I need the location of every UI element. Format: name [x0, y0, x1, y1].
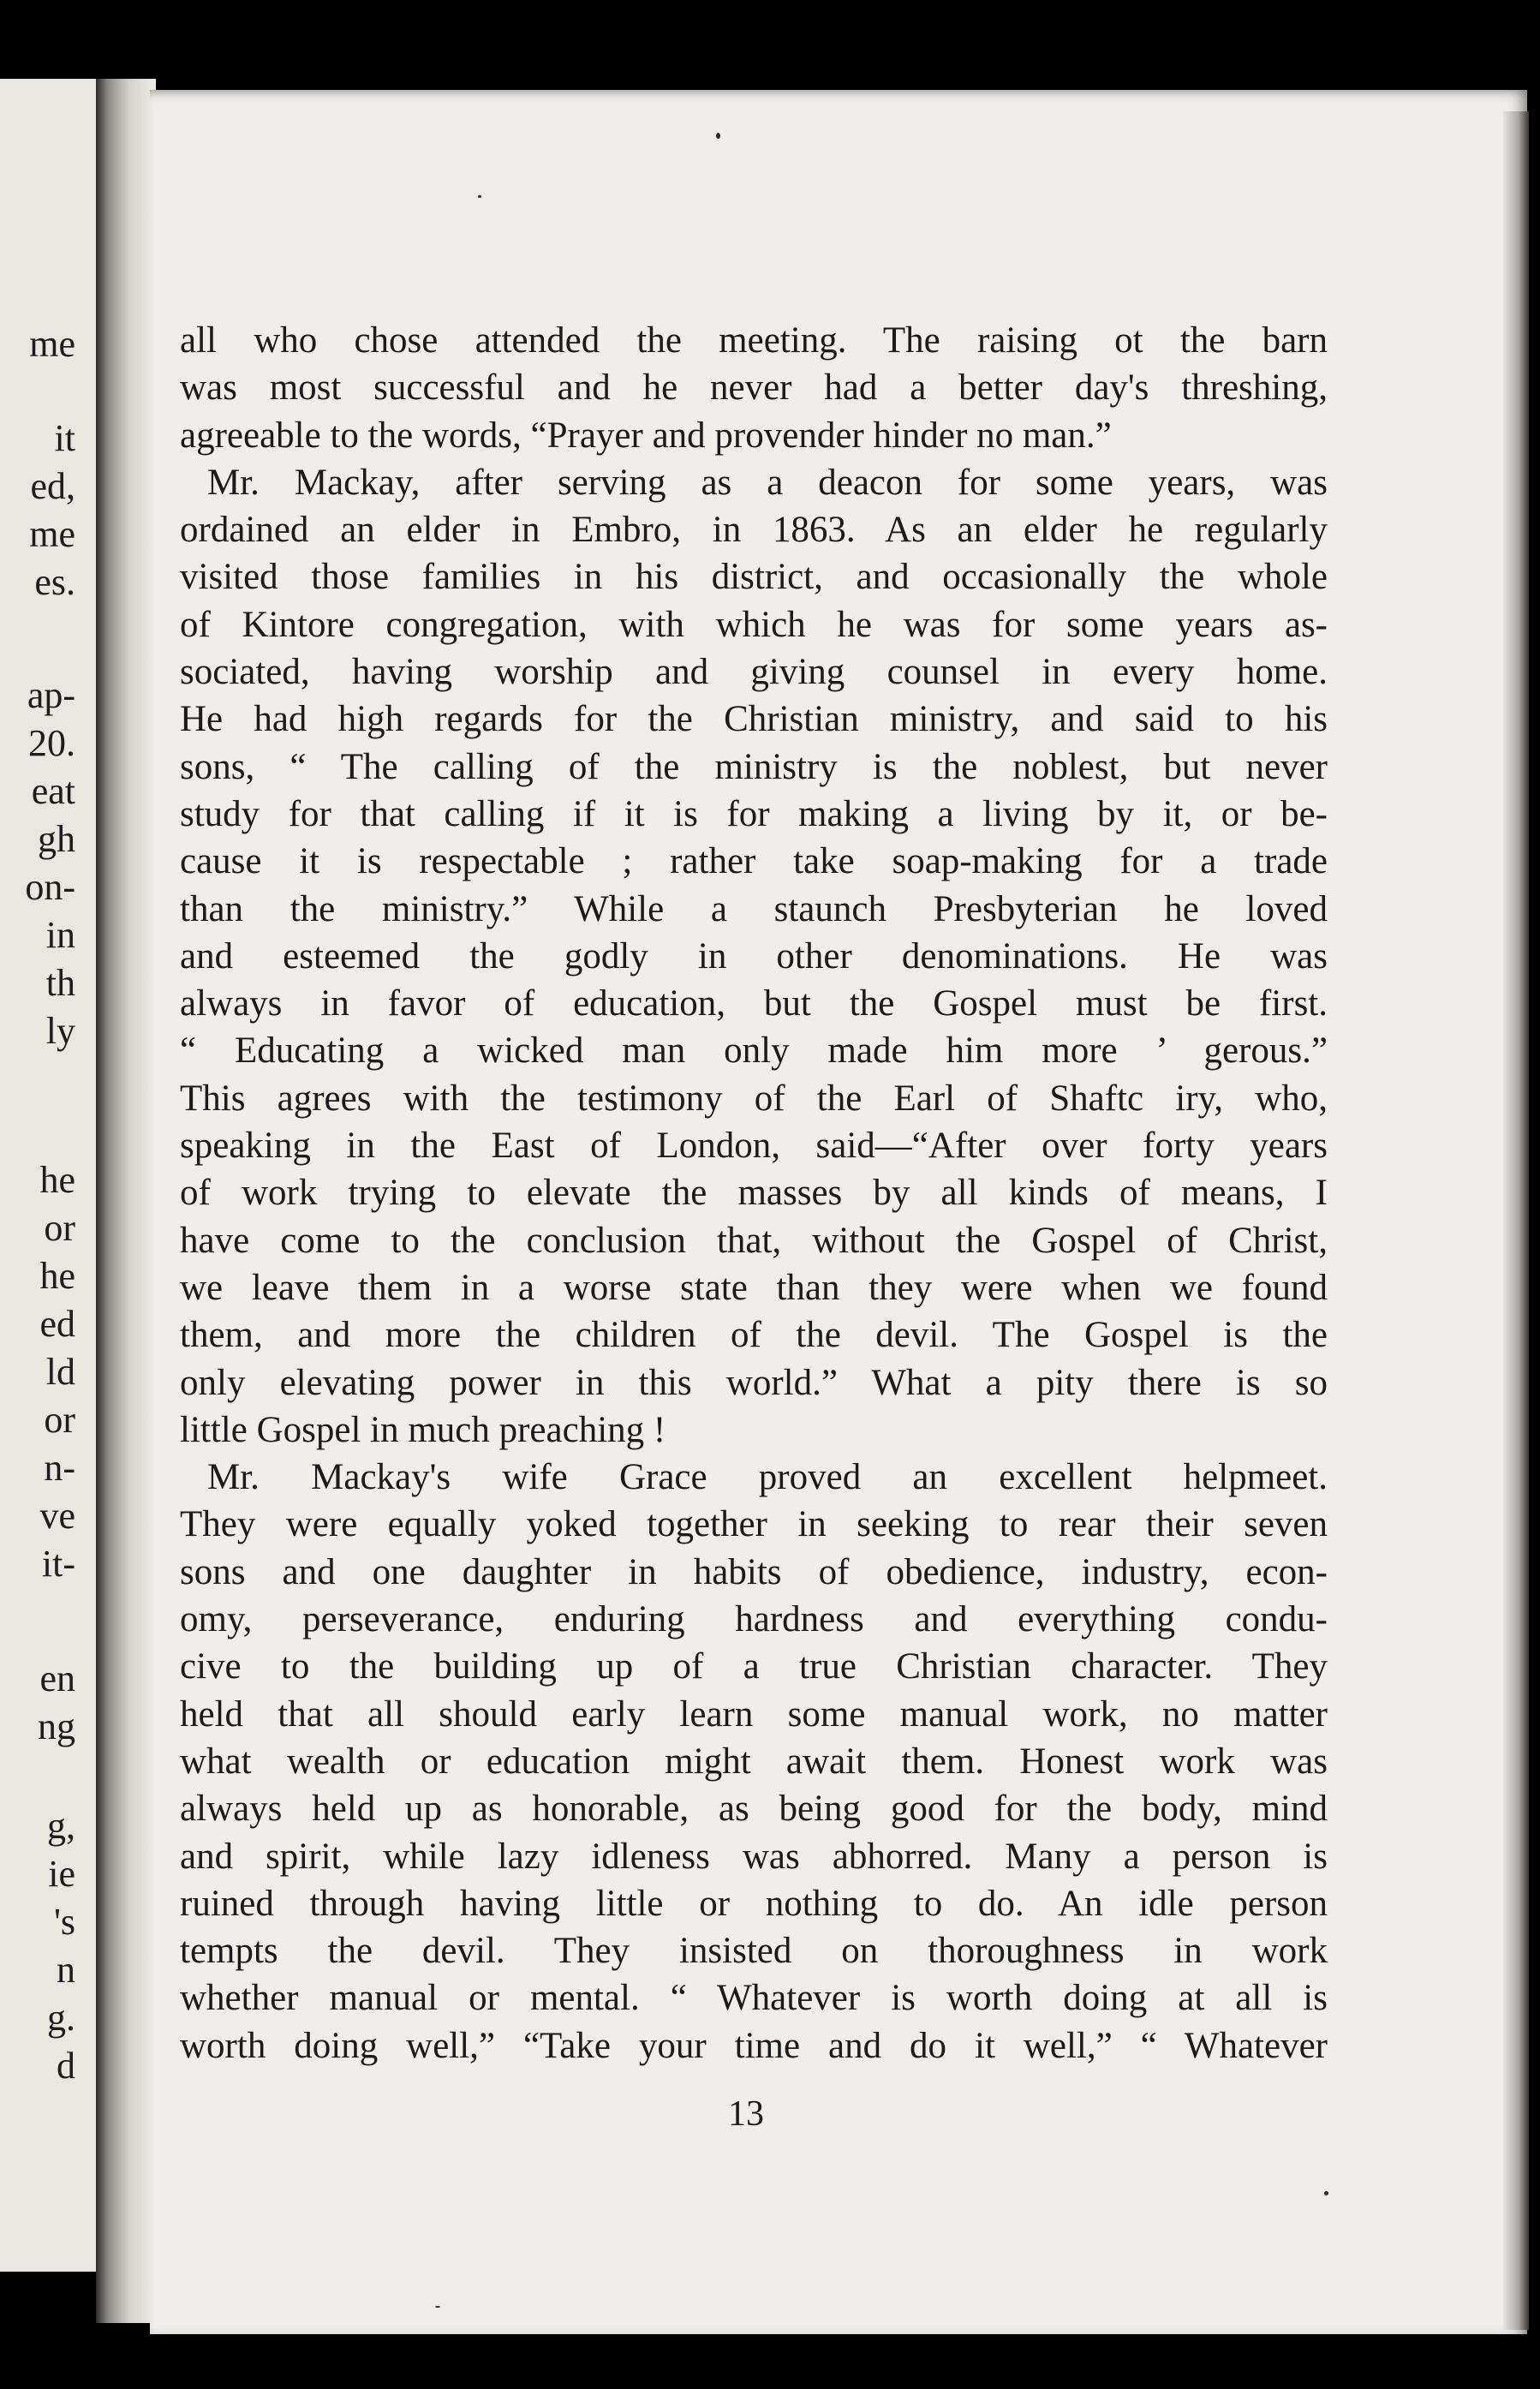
text-line: Mr. Mackay, after serving as a deacon for some years, was — [207, 462, 1328, 503]
text-line: held that all should early learn some manual work, no matter — [180, 1693, 1328, 1735]
left-page-fragment: ie — [48, 1853, 75, 1895]
text-line: tempts the devil. They insisted on thoroughness in work — [180, 1931, 1328, 1972]
text-line: “ Educating a wicked man only made him more ’ gerous.” — [180, 1030, 1328, 1072]
text-line: ruined through having little or nothing to do. An idle person — [180, 1883, 1328, 1924]
ink-speck — [478, 195, 481, 198]
left-page-fragment: it — [54, 417, 75, 459]
book-gutter — [96, 79, 156, 2323]
left-page-fragment: n- — [44, 1447, 75, 1489]
text-line: all who chose attended the meeting. The raising ot the barn — [180, 320, 1328, 361]
left-page-fragment: on- — [25, 866, 75, 908]
left-page-fragment: en — [39, 1657, 75, 1699]
text-line: we leave them in a worse state than they were when we found — [180, 1267, 1328, 1308]
page-number: 13 — [728, 2094, 764, 2134]
left-page-fragment: 20. — [28, 722, 75, 764]
ink-speck — [716, 133, 720, 139]
left-page-fragment: or — [44, 1399, 75, 1441]
text-line: omy, perseverance, enduring hardness and everything condu- — [180, 1599, 1328, 1640]
text-line: Mr. Mackay's wife Grace proved an excellent helpmeet. — [207, 1457, 1328, 1498]
left-page-fragment: eat — [31, 770, 75, 812]
left-page-fragment: d — [57, 2045, 75, 2087]
text-line: was most successful and he never had a better day's threshing, — [180, 367, 1328, 409]
left-page-fragment: ld — [45, 1351, 75, 1393]
left-page-fragment: 's — [53, 1901, 75, 1943]
left-page-fragment: gh — [38, 818, 75, 860]
text-line: study for that calling if it is for making a living by it, or be- — [180, 793, 1328, 834]
body-text — [180, 317, 1328, 2069]
left-page-fragment: in — [45, 914, 75, 956]
text-line: them, and more the children of the devil. The Gospel is the — [180, 1315, 1328, 1356]
text-line: sociated, having worship and giving counsel in every home. — [180, 652, 1328, 693]
text-line: whether manual or mental. “ Whatever is worth doing at all is — [180, 1978, 1328, 2019]
left-page-fragment: he — [39, 1255, 75, 1297]
text-line: little Gospel in much preaching ! — [180, 1409, 666, 1450]
text-line: speaking in the East of London, said—“After over forty years — [180, 1126, 1328, 1167]
text-line: and spirit, while lazy idleness was abhorred. Many a person is — [180, 1836, 1328, 1877]
left-page-fragment: he — [39, 1159, 75, 1201]
text-line: worth doing well,” “Take your time and do it well,” “ Whatever — [180, 2025, 1328, 2066]
text-line: This agrees with the testimony of the Earl of Shaftc iry, who, — [180, 1078, 1328, 1119]
left-page-fragment: g, — [47, 1805, 75, 1847]
text-line: and esteemed the godly in other denominations. He was — [180, 935, 1328, 977]
text-line: of work trying to elevate the masses by all kinds of means, I — [180, 1173, 1328, 1214]
left-page-edge — [0, 79, 96, 2272]
text-line: cive to the building up of a true Christian character. They — [180, 1646, 1328, 1687]
text-line: of Kintore congregation, with which he was for some years as- — [180, 604, 1328, 645]
left-page-fragment: ve — [39, 1495, 75, 1537]
text-line: agreeable to the words, “Prayer and provender hinder no man.” — [180, 415, 1112, 456]
text-line: what wealth or education might await them. Honest work was — [180, 1741, 1328, 1782]
text-line: They were equally yoked together in seeking to rear their seven — [180, 1504, 1328, 1545]
left-page-fragment: me — [29, 323, 75, 365]
left-page-fragment: th — [45, 962, 75, 1004]
left-page-fragment: me — [29, 513, 75, 555]
left-page-fragment: or — [44, 1207, 75, 1249]
left-page-fragment: ed — [39, 1303, 75, 1345]
text-line: always in favor of education, but the Gospel must be first. — [180, 983, 1328, 1024]
text-line: He had high regards for the Christian ministry, and said to his — [180, 699, 1328, 740]
text-line: cause it is respectable ; rather take soap-making for a trade — [180, 841, 1328, 882]
left-page-fragment: it- — [41, 1543, 75, 1585]
text-line: have come to the conclusion that, without the Gospel of Christ, — [180, 1220, 1328, 1261]
text-line: sons, “ The calling of the ministry is the noblest, but never — [180, 746, 1328, 787]
ink-speck — [435, 2306, 440, 2308]
ink-speck — [1324, 2191, 1328, 2195]
left-page-fragment: ly — [45, 1010, 75, 1052]
text-line: always held up as honorable, as being good for the body, mind — [180, 1789, 1328, 1830]
left-page-fragment: ed, — [30, 465, 75, 507]
text-line: only elevating power in this world.” What a pity there is so — [180, 1362, 1328, 1403]
left-page-fragment: g. — [47, 1997, 75, 2039]
left-page-fragment: ng — [38, 1705, 75, 1747]
text-line: sons and one daughter in habits of obedience, industry, econ- — [180, 1551, 1328, 1592]
text-line: ordained an elder in Embro, in 1863. As an elder he regularly — [180, 510, 1328, 551]
left-page-fragment: n — [57, 1949, 75, 1991]
page-right-edge — [1503, 111, 1529, 2330]
text-line: than the ministry.” While a staunch Presbyterian he loved — [180, 888, 1328, 929]
left-page-fragment: ap- — [27, 674, 75, 716]
text-line: visited those families in his district, and occasionally the whole — [180, 557, 1328, 598]
left-page-fragment: es. — [34, 561, 75, 603]
